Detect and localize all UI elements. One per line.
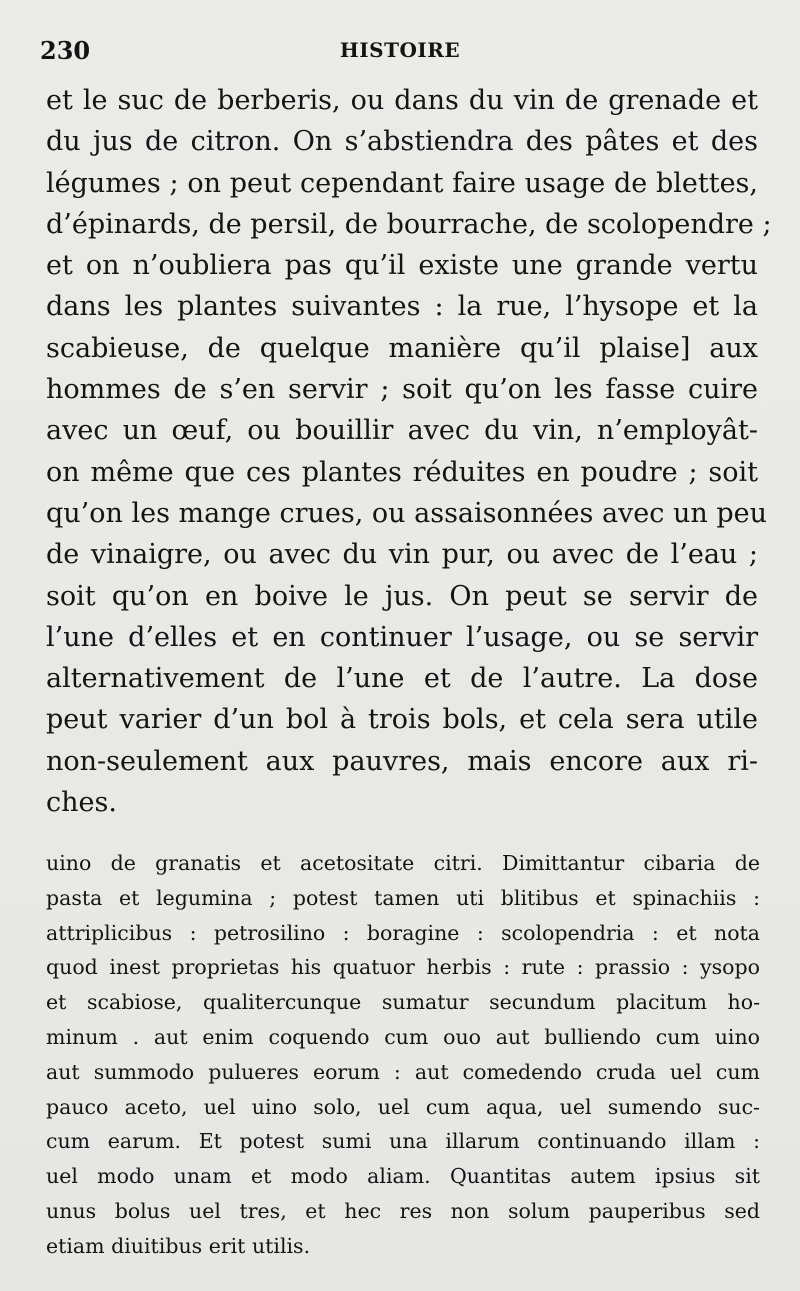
text-line: ches. [46,787,117,819]
french-translation [46,80,772,823]
text-line: unus bolus uel tres, et hec res non solum pauperibus sed [46,1198,760,1223]
text-line: pasta et legumina ; potest tamen uti blitibus et spinachiis : [46,885,760,910]
text-line: hommes de s’en servir ; soit qu’on les fasse cuire [46,374,758,406]
text-line: attriplicibus : petrosilino : boragine : scolopendria : et nota [46,920,760,945]
latin-original [46,846,760,1264]
text-line: scabieuse, de quelque manière qu’il plaise] aux [46,332,758,364]
text-line: etiam diuitibus erit utilis. [46,1233,311,1258]
text-line: et le suc de berberis, ou dans du vin de grenade et [46,85,758,116]
text-line: minum . aut enim coquendo cum ouo aut bulliendo cum uino [46,1024,760,1049]
text-line: dans les plantes suivantes : la rue, l’hysope et la [46,291,758,323]
running-title: HISTOIRE [339,38,461,62]
text-line: uel modo unam et modo aliam. Quantitas autem ipsius sit [46,1164,760,1189]
page-header [40,36,760,70]
text-line: cum earum. Et potest sumi una illarum continuando illam : [46,1129,760,1154]
text-line: soit qu’on en boive le jus. On peut se servir de [46,580,758,612]
text-line: non-seulement aux pauvres, mais encore aux ri- [46,745,758,777]
text-line: on même que ces plantes réduites en poudre ; soit [46,456,758,488]
text-line: du jus de citron. On s’abstiendra des pâtes et des [46,126,758,158]
text-line: et on n’oubliera pas qu’il existe une grande vertu [46,250,758,282]
text-line: l’une d’elles et en continuer l’usage, ou se servir [46,621,758,653]
text-line: et scabiose, qualitercunque sumatur secundum placitum ho- [46,990,760,1015]
text-line: pauco aceto, uel uino solo, uel cum aqua, uel sumendo suc- [46,1094,760,1119]
text-line: peut varier d’un bol à trois bols, et cela sera utile [46,704,758,736]
text-line: qu’on les mange crues, ou assaisonnées avec un peu [46,497,767,529]
text-line: avec un œuf, ou bouillir avec du vin, n’employât- [46,415,758,447]
text-line: alternativement de l’une et de l’autre. La dose [46,663,758,695]
text-line: légumes ; on peut cependant faire usage de blettes, [46,167,758,199]
page-number: 230 [40,36,91,65]
text-line: uino de granatis et acetositate citri. Dimittantur cibaria de [46,851,760,875]
text-line: de vinaigre, ou avec du vin pur, ou avec de l’eau ; [46,539,758,571]
text-line: d’épinards, de persil, de bourrache, de scolopendre ; [46,208,772,240]
text-line: quod inest proprietas his quatuor herbis : rute : prassio : ysopo [46,955,760,980]
text-line: aut summodo pulueres eorum : aut comedendo cruda uel cum [46,1059,760,1084]
